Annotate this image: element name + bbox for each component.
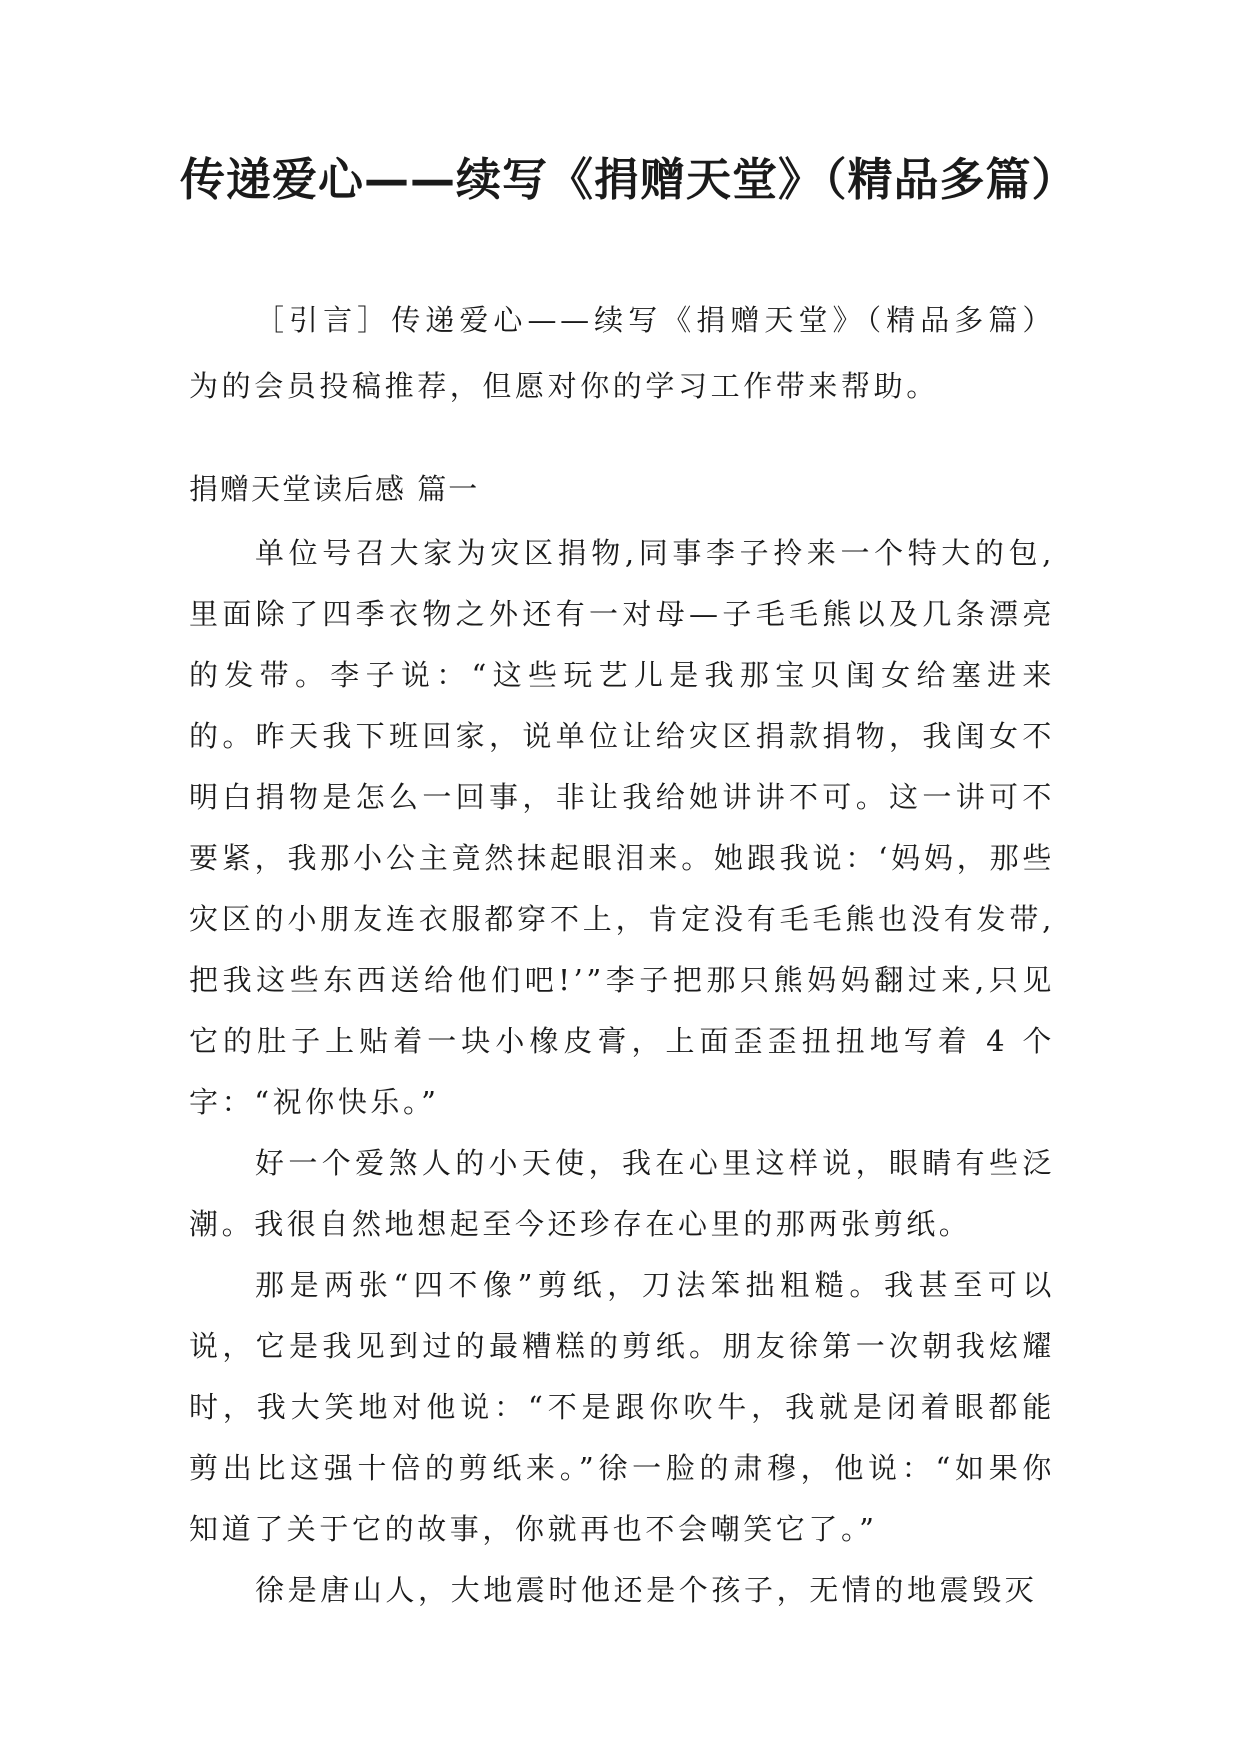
document-title: 传递爱心——续写《捐赠天堂》（精品多篇） bbox=[180, 153, 1078, 206]
intro-paragraph: ［引言］传递爱心——续写《捐赠天堂》（精品多篇）为的会员投稿推荐，但愿对你的学习工作带来帮助。 bbox=[189, 303, 1055, 403]
body-paragraph: 徐是唐山人，大地震时他还是个孩子，无情的地震毁灭 bbox=[255, 1573, 1038, 1607]
section-heading: 捐赠天堂读后感 篇一 bbox=[189, 472, 480, 506]
body-paragraph: 好一个爱煞人的小天使，我在心里这样说，眼睛有些泛潮。我很自然地想起至今还珍存在心里的那两张剪纸。 bbox=[189, 1146, 1055, 1241]
body-paragraph: 那是两张“四不像”剪纸，刀法笨拙粗糙。我甚至可以说，它是我见到过的最糟糕的剪纸。朋友徐第一次朝我炫耀时，我大笑地对他说：“不是跟你吹牛，我就是闭着眼都能剪出比这强十倍的剪纸来。”徐一脸的肃穆，他说：“如果你知道了关于它的故事，你就再也不会嘲笑它了。” bbox=[189, 1268, 1055, 1546]
body-paragraph: 单位号召大家为灾区捐物,同事李子拎来一个特大的包,里面除了四季衣物之外还有一对母—子毛毛熊以及几条漂亮的发带。李子说：“这些玩艺儿是我那宝贝闺女给塞进来的。昨天我下班回家，说单位让给灾区捐款捐物，我闺女不明白捐物是怎么一回事，非让我给她讲讲不可。这一讲可不要紧，我那小公主竟然抹起眼泪来。她跟我说：‘妈妈，那些灾区的小朋友连衣服都穿不上，肯定没有毛毛熊也没有发带,把我这些东西送给他们吧!’”李子把那只熊妈妈翻过来,只见它的肚子上贴着一块小橡皮膏，上面歪歪扭扭地写着 4 个字：“祝你快乐。” bbox=[189, 536, 1055, 1119]
